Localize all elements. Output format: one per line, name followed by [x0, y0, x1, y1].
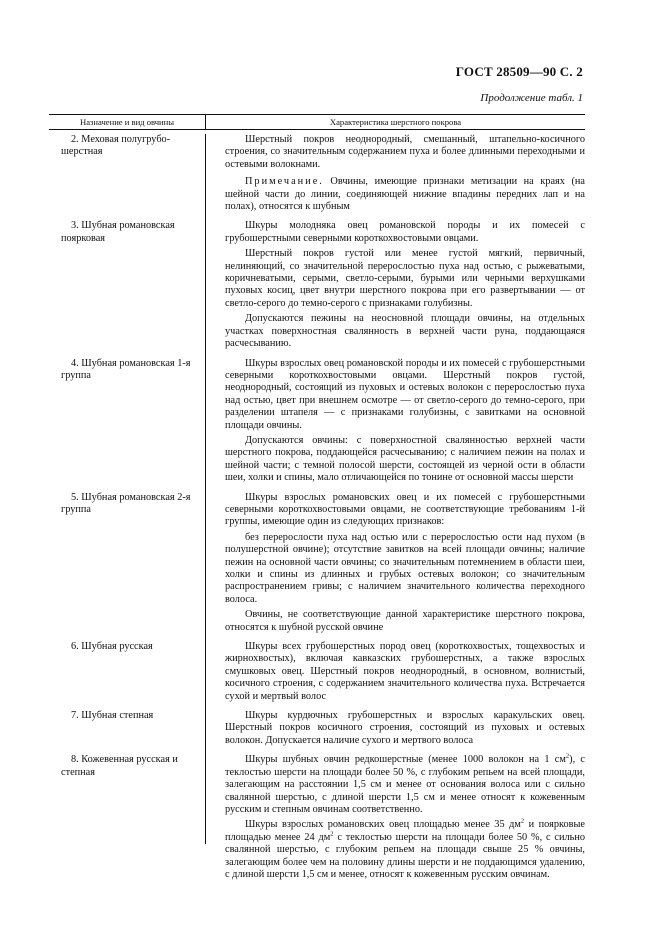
page-header: ГОСТ 28509—90 С. 2	[455, 64, 583, 79]
row-paragraph: Допускаются пежины на неосновной площади овчины, на отдельных участках поверхностная свалянность в верхней части руна, поддающаяся расчесыванию.	[225, 313, 585, 350]
row-type-name: 7. Шубная степная	[71, 710, 154, 722]
table-row	[49, 754, 585, 884]
row-paragraph: Шкуры взрослых овец романовской породы и их помесей с грубошерстными северными короткохвостовыми овцами. Шерстный покров густой, неоднородный, состоящий из пуховых и остевых волокон с перерослостью пуха над остью, цвет при внешнем осмотре — от светло-серого до темно-серого, при разделении штапеля — с признаками голубизны, с завитками на основной площади овчины.	[225, 357, 585, 431]
row-paragraph: Шкуры курдючных грубошерстных и взрослых каракульских овец. Шерстный покров косичного строения, состоящий из пуховых и остевых волокон. Допускается наличие сухого и мертвого волоса	[225, 710, 585, 746]
row-description	[205, 710, 585, 750]
row-type-name: 4. Шубная романовская 1-я группа	[61, 357, 191, 381]
row-paragraph: Овчины, не соответствующие данной характеристике шерстного покрова, относятся к шубной русской овчине	[225, 609, 585, 633]
table-row	[49, 710, 585, 750]
superscript: 2	[520, 817, 525, 825]
characteristics-table	[49, 114, 585, 884]
note-text: Овчины, имеющие признаки метизации на краях (на шейной части до линии, соединяющей нижние впадины передних лап и на полах), относятся к шубным	[225, 176, 585, 213]
row-paragraph: Шкуры всех грубошерстных пород овец (короткохвостых, тощехвостых и жирнохвостых), включая кавказских грубошерстных, а также взрослых смушковых овец. Шерстный покров неоднородный, в основном, волнистый, косичного строения, с содержанием значительного количества пуха. Встречается сухой и мертвый волос	[225, 641, 585, 702]
row-description	[205, 134, 585, 216]
table-header	[49, 115, 585, 130]
row-paragraph: Шерстный покров густой или менее густой мягкий, первичный, нелиняющий, со значительной перерослостью пуха над остью, с рыжеватыми, коричневатыми, серыми, светло-серыми, бурыми или черными верхушками пуховых косиц, цвет внутри шерстного покрова при его развертывании — от светло-серого до темно-серого с признаками голубизны.	[225, 248, 585, 309]
table-row	[49, 641, 585, 706]
column-divider	[205, 134, 206, 844]
row-type-name: 6. Шубная русская	[71, 641, 153, 653]
text-run: Шкуры шубных овчин редкошерстные (менее 1000 волокон на 1 см	[245, 754, 566, 766]
row-paragraph: Шкуры молодняка овец романовской породы и их помесей с грубошерстными северными короткохвостовыми овцами.	[225, 220, 585, 244]
text-run: с теклостью шерсти на площади более 50 %, с сильно свалянной шерстью, с глубоким репьем на площади свыше 25 % овчины, залегающим более чем на половину длины шерсти и не поддающимся удалению, с длиной шерсти 1,5 см и менее, относят к кожевенным русским овчинам.	[225, 831, 585, 880]
row-paragraph	[225, 819, 585, 881]
table-continuation-label: Продолжение табл. 1	[480, 92, 583, 104]
text-run: ), с теклостью шерсти на площади более 50 %, с глубоким репьем на всей площади, залегающим на расстоянии 1,5 см и менее от основания волоса или с сильно свалянной шерстью, с длиной шерсти 1,5 см и менее относят к кожевенным русским и степным овчинам соответственно.	[225, 754, 585, 815]
row-description	[205, 220, 585, 353]
row-type-name: 8. Кожевенная русская и степная	[61, 754, 178, 778]
note-label: Примечание.	[245, 176, 324, 188]
text-run: Шкуры взрослых романовских овец площадью менее 35 дм	[245, 819, 521, 831]
col-header-characteristics: Характеристика шерстного покрова	[205, 115, 585, 129]
superscript: 2	[565, 752, 570, 760]
row-paragraph: Шкуры взрослых романовских овец и их помесей с грубошерстными северными короткохвостовыми овцами, не соответствующие требованиям 1-й группы, имеющие один из следующих признаков:	[225, 491, 585, 528]
table-row	[49, 492, 585, 637]
row-description	[205, 641, 585, 706]
row-type-name: 3. Шубная романовская поярковая	[61, 220, 175, 244]
superscript: 2	[330, 830, 334, 838]
row-description	[205, 754, 585, 884]
row-paragraph: Шерстный покров неоднородный, смешанный, штапельно-косичного строения, со значительным содержанием пуха и более длинными переходными и остевыми волокнами.	[225, 134, 585, 170]
table-row	[49, 220, 585, 353]
table-row	[49, 358, 585, 488]
row-description	[205, 492, 585, 637]
row-type-name: 5. Шубная романовская 2-я группа	[61, 491, 191, 515]
text-run: и поярковые площадью менее 24 дм	[225, 819, 585, 843]
row-paragraph	[225, 754, 585, 816]
row-note	[225, 176, 585, 213]
row-paragraph: Допускаются овчины: с поверхностной свалянностью верхней части шерстного покрова, поддающейся расчесыванию; с наличием пежин на полах и шейной части; с темной полосой шерсти, состоящей из черной ости в области шеи, холки и спины, мало отличающейся по тонине от основной массы шерсти	[225, 434, 585, 484]
table-body	[49, 134, 585, 884]
table-row	[49, 134, 585, 216]
col-header-purpose: Назначение и вид овчины	[79, 117, 175, 127]
row-paragraph: без перерослости пуха над остью или с перерослостью ости над пухом (в полушерстной овчине); отсутствие завитков на всей площади овчины; наличие пежин на основной части овчины; со значительным потемнением в области шеи, холки и спины из длинных и грубых остевых волокон; со значительным распространением гривы; с наличием значительного количества переходного волоса.	[225, 531, 585, 605]
row-description	[205, 358, 585, 488]
row-type-name: 2. Меховая полугрубо-шерстная	[61, 134, 171, 158]
